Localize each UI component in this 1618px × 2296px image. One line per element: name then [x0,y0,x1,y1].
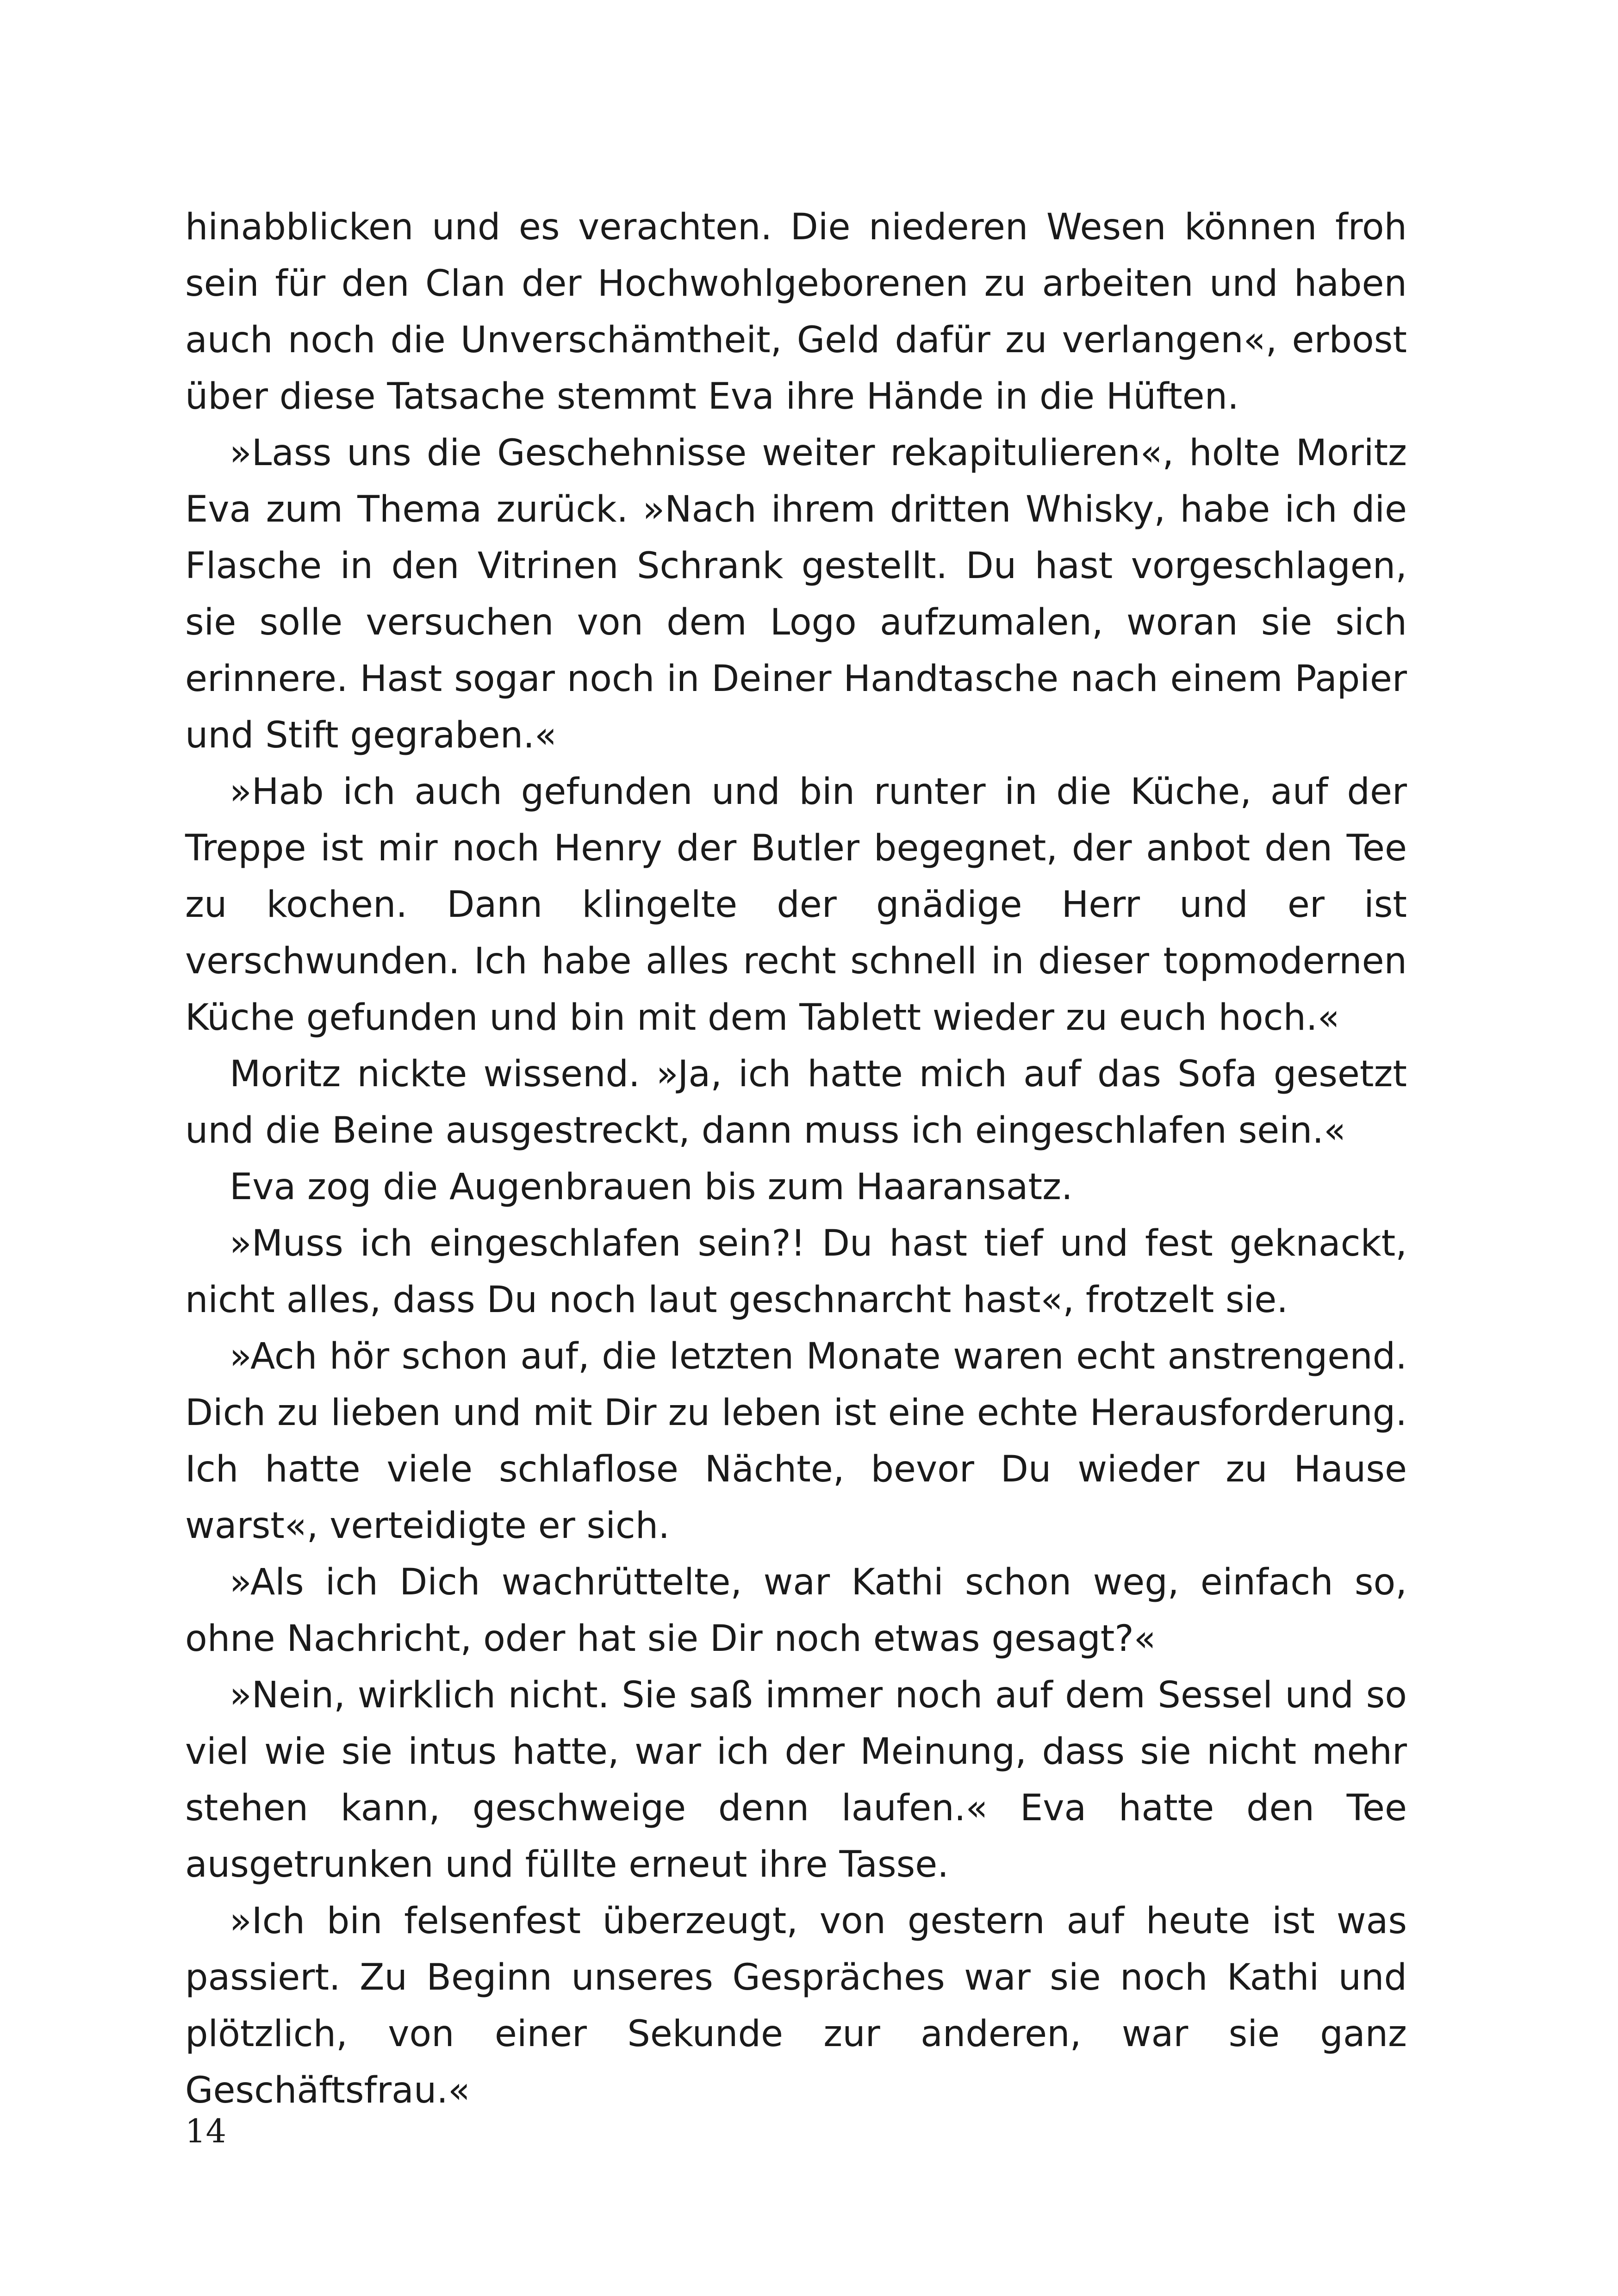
paragraph: Moritz nickte wissend. »Ja, ich hatte mich auf das Sofa gesetzt und die Beine ausgestreckt, dann muss ich eingeschlafen sein.« [185,1053,1407,1151]
paragraph: »Ach hör schon auf, die letzten Monate waren echt anstrengend. Dich zu lieben und mit Dir zu leben ist eine echte Herausforderung. Ich hatte viele schlaflose Nächte, bevor Du wieder zu Hause warst«, verteidigte er sich. [185,1336,1407,1547]
paragraph: »Muss ich eingeschlafen sein?! Du hast tief und fest geknackt, nicht alles, dass Du noch laut geschnarcht hast«, frotzelt sie. [185,1223,1407,1321]
paragraph: »Nein, wirklich nicht. Sie saß immer noch auf dem Sessel und so viel wie sie intus hatte, war ich der Meinung, dass sie nicht mehr stehen kann, geschweige denn laufen.« Eva hatte den Tee ausgetrunken und füllte erneut ihre Tasse. [185,1674,1407,1885]
paragraph: Eva zog die Augenbrauen bis zum Haaransatz. [230,1166,1073,1208]
page-number: 14 [185,2112,227,2150]
paragraph: »Lass uns die Geschehnisse weiter rekapitulieren«, holte Moritz Eva zum Thema zurück. »Nach ihrem dritten Whisky, habe ich die Flasche in den Vitrinen Schrank gestellt. Du hast vorgeschlagen, sie solle versuchen von dem Logo aufzumalen, woran sie sich erinnere. Hast sogar noch in Deiner Handtasche nach einem Papier und Stift gegraben.« [185,432,1407,756]
paragraph: »Ich bin felsenfest überzeugt, von gestern auf heute ist was passiert. Zu Beginn unseres Gespräches war sie noch Kathi und plötzlich, von einer Sekunde zur anderen, war sie ganz Geschäftsfrau.« [185,1900,1407,2111]
paragraph: »Als ich Dich wachrüttelte, war Kathi schon weg, einfach so, ohne Nachricht, oder hat sie Dir noch etwas gesagt?« [185,1562,1407,1660]
body-text [185,199,1407,2119]
paragraph: hinabblicken und es verachten. Die niederen Wesen können froh sein für den Clan der Hochwohlgeborenen zu arbeiten und haben auch noch die Unverschämtheit, Geld dafür zu verlangen«, erbost über diese Tatsache stemmt Eva ihre Hände in die Hüften. [185,206,1407,417]
paragraph: »Hab ich auch gefunden und bin runter in die Küche, auf der Treppe ist mir noch Henry der Butler begegnet, der anbot den Tee zu kochen. Dann klingelte der gnädige Herr und er ist verschwunden. Ich habe alles recht schnell in dieser topmodernen Küche gefunden und bin mit dem Tablett wieder zu euch hoch.« [185,771,1407,1039]
